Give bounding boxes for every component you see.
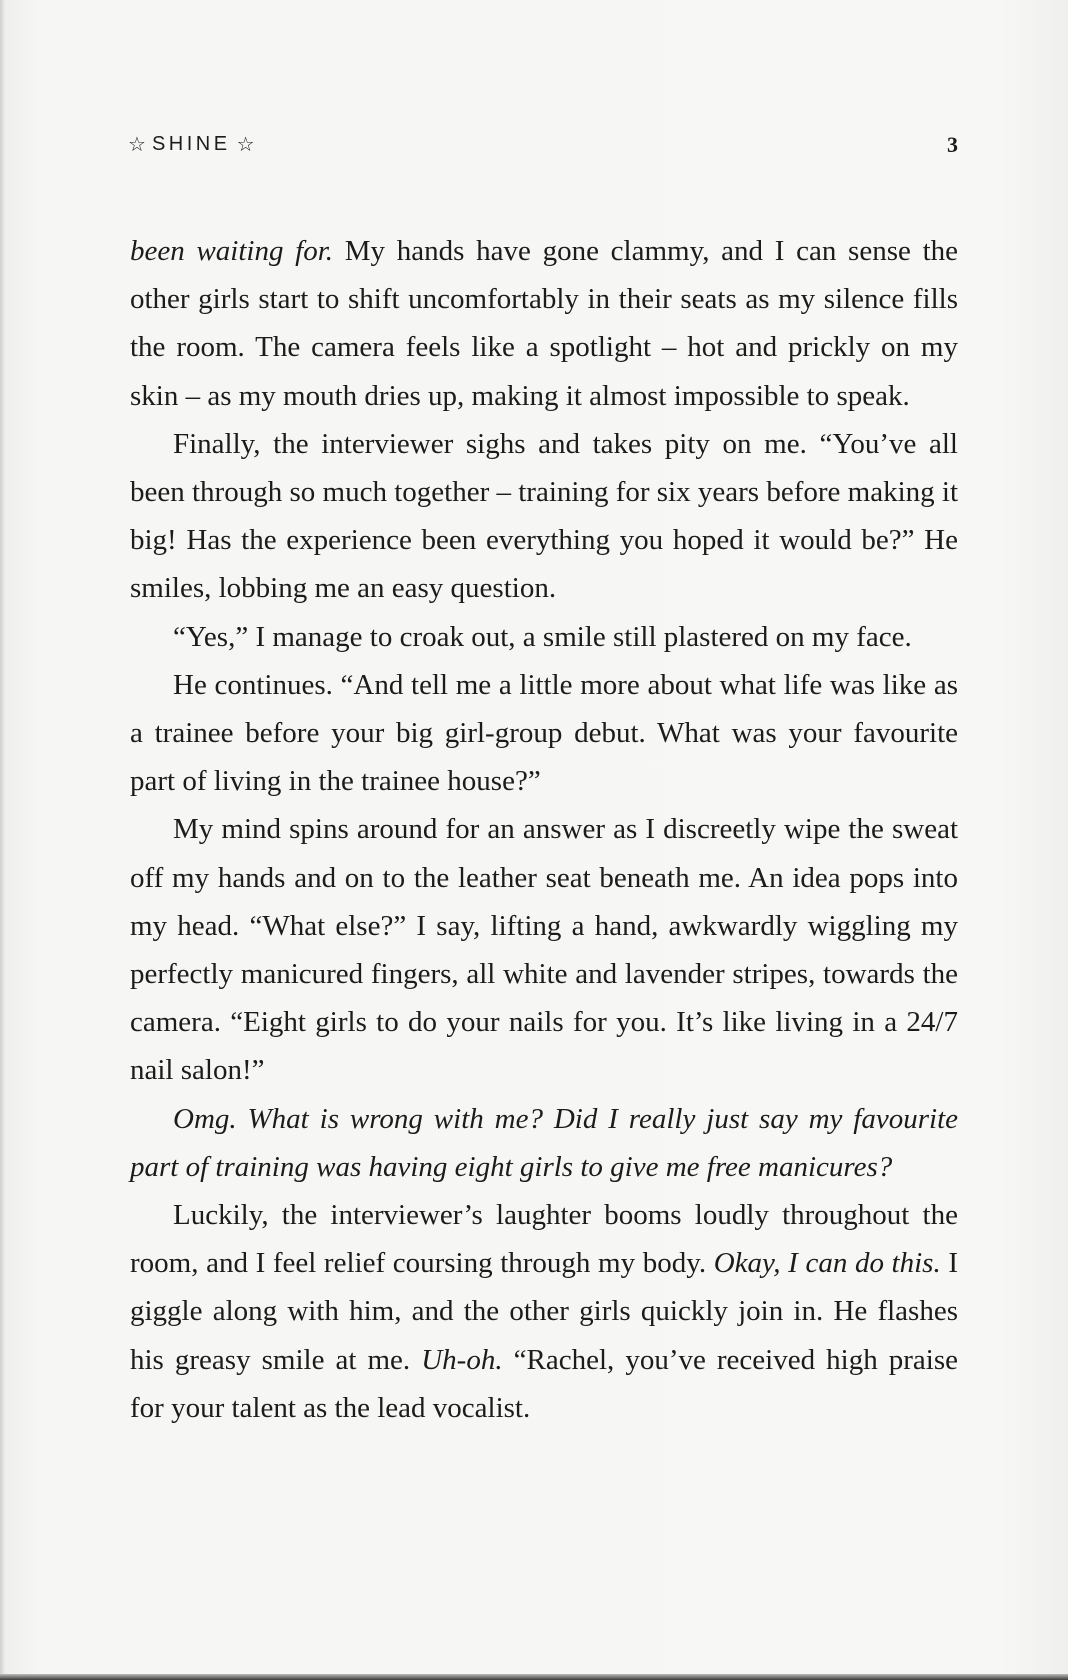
book-title-header	[128, 132, 255, 156]
italic-thought: Okay, I can do this.	[713, 1247, 941, 1280]
page-left-shadow	[0, 0, 6, 1680]
paragraph: He continues. “And tell me a little more about what life was like as a trainee before your big girl-group debut. What was your favourite part of living in the trainee house?”	[130, 668, 958, 798]
paragraph: Finally, the interviewer sighs and takes pity on me. “You’ve all been through so much together – training for six years before making it big! Has the experience been everything you hoped it would be?” He smiles, lobbing me an easy question.	[130, 427, 958, 605]
running-head	[128, 132, 958, 164]
paragraph: been waiting for. My hands have gone clammy, and I can sense the other girls start to shift uncomfortably in their seats as my silence fills the room. The camera feels like a spotlight – hot and prickly on my skin – as my mouth dries up, making it almost impossible to speak.	[130, 235, 958, 412]
italic-thought: Omg. What is wrong with me? Did I really just say my favourite part of training was having eight girls to give me free manicures?	[130, 1102, 958, 1183]
paragraph: My mind spins around for an answer as I discreetly wipe the sweat off my hands and on to the leather seat beneath me. An idea pops into my head. “What else?” I say, lifting a hand, awkwardly wiggling my perfectly manicured fingers, all white and lavender stripes, towards the camera. “Eight girls to do your nails for you. It’s like living in a 24/7 nail salon!”	[130, 813, 958, 1087]
book-title: SHINE	[151, 132, 231, 155]
paragraph	[130, 1095, 958, 1191]
star-icon: ☆	[236, 132, 255, 156]
italic-thought: Uh-oh.	[421, 1343, 503, 1376]
paragraph: “Yes,” I manage to croak out, a smile still plastered on my face.	[173, 620, 912, 653]
italic-thought: been waiting for.	[130, 235, 334, 267]
page-bottom-edge	[0, 1674, 1068, 1680]
page-number: 3	[947, 132, 958, 157]
paragraph: Luckily, the interviewer’s laughter booms loudly throughout the room, and I feel relief coursing through my body. Okay, I can do this. I giggle along with him, and the other girls quickly join in. He flashes his greasy smile at me. Uh-oh. “Rachel, you’ve received high praise for your talent as the lead vocalist.	[130, 1199, 958, 1424]
body-text	[130, 227, 958, 1432]
star-icon: ☆	[128, 132, 146, 156]
